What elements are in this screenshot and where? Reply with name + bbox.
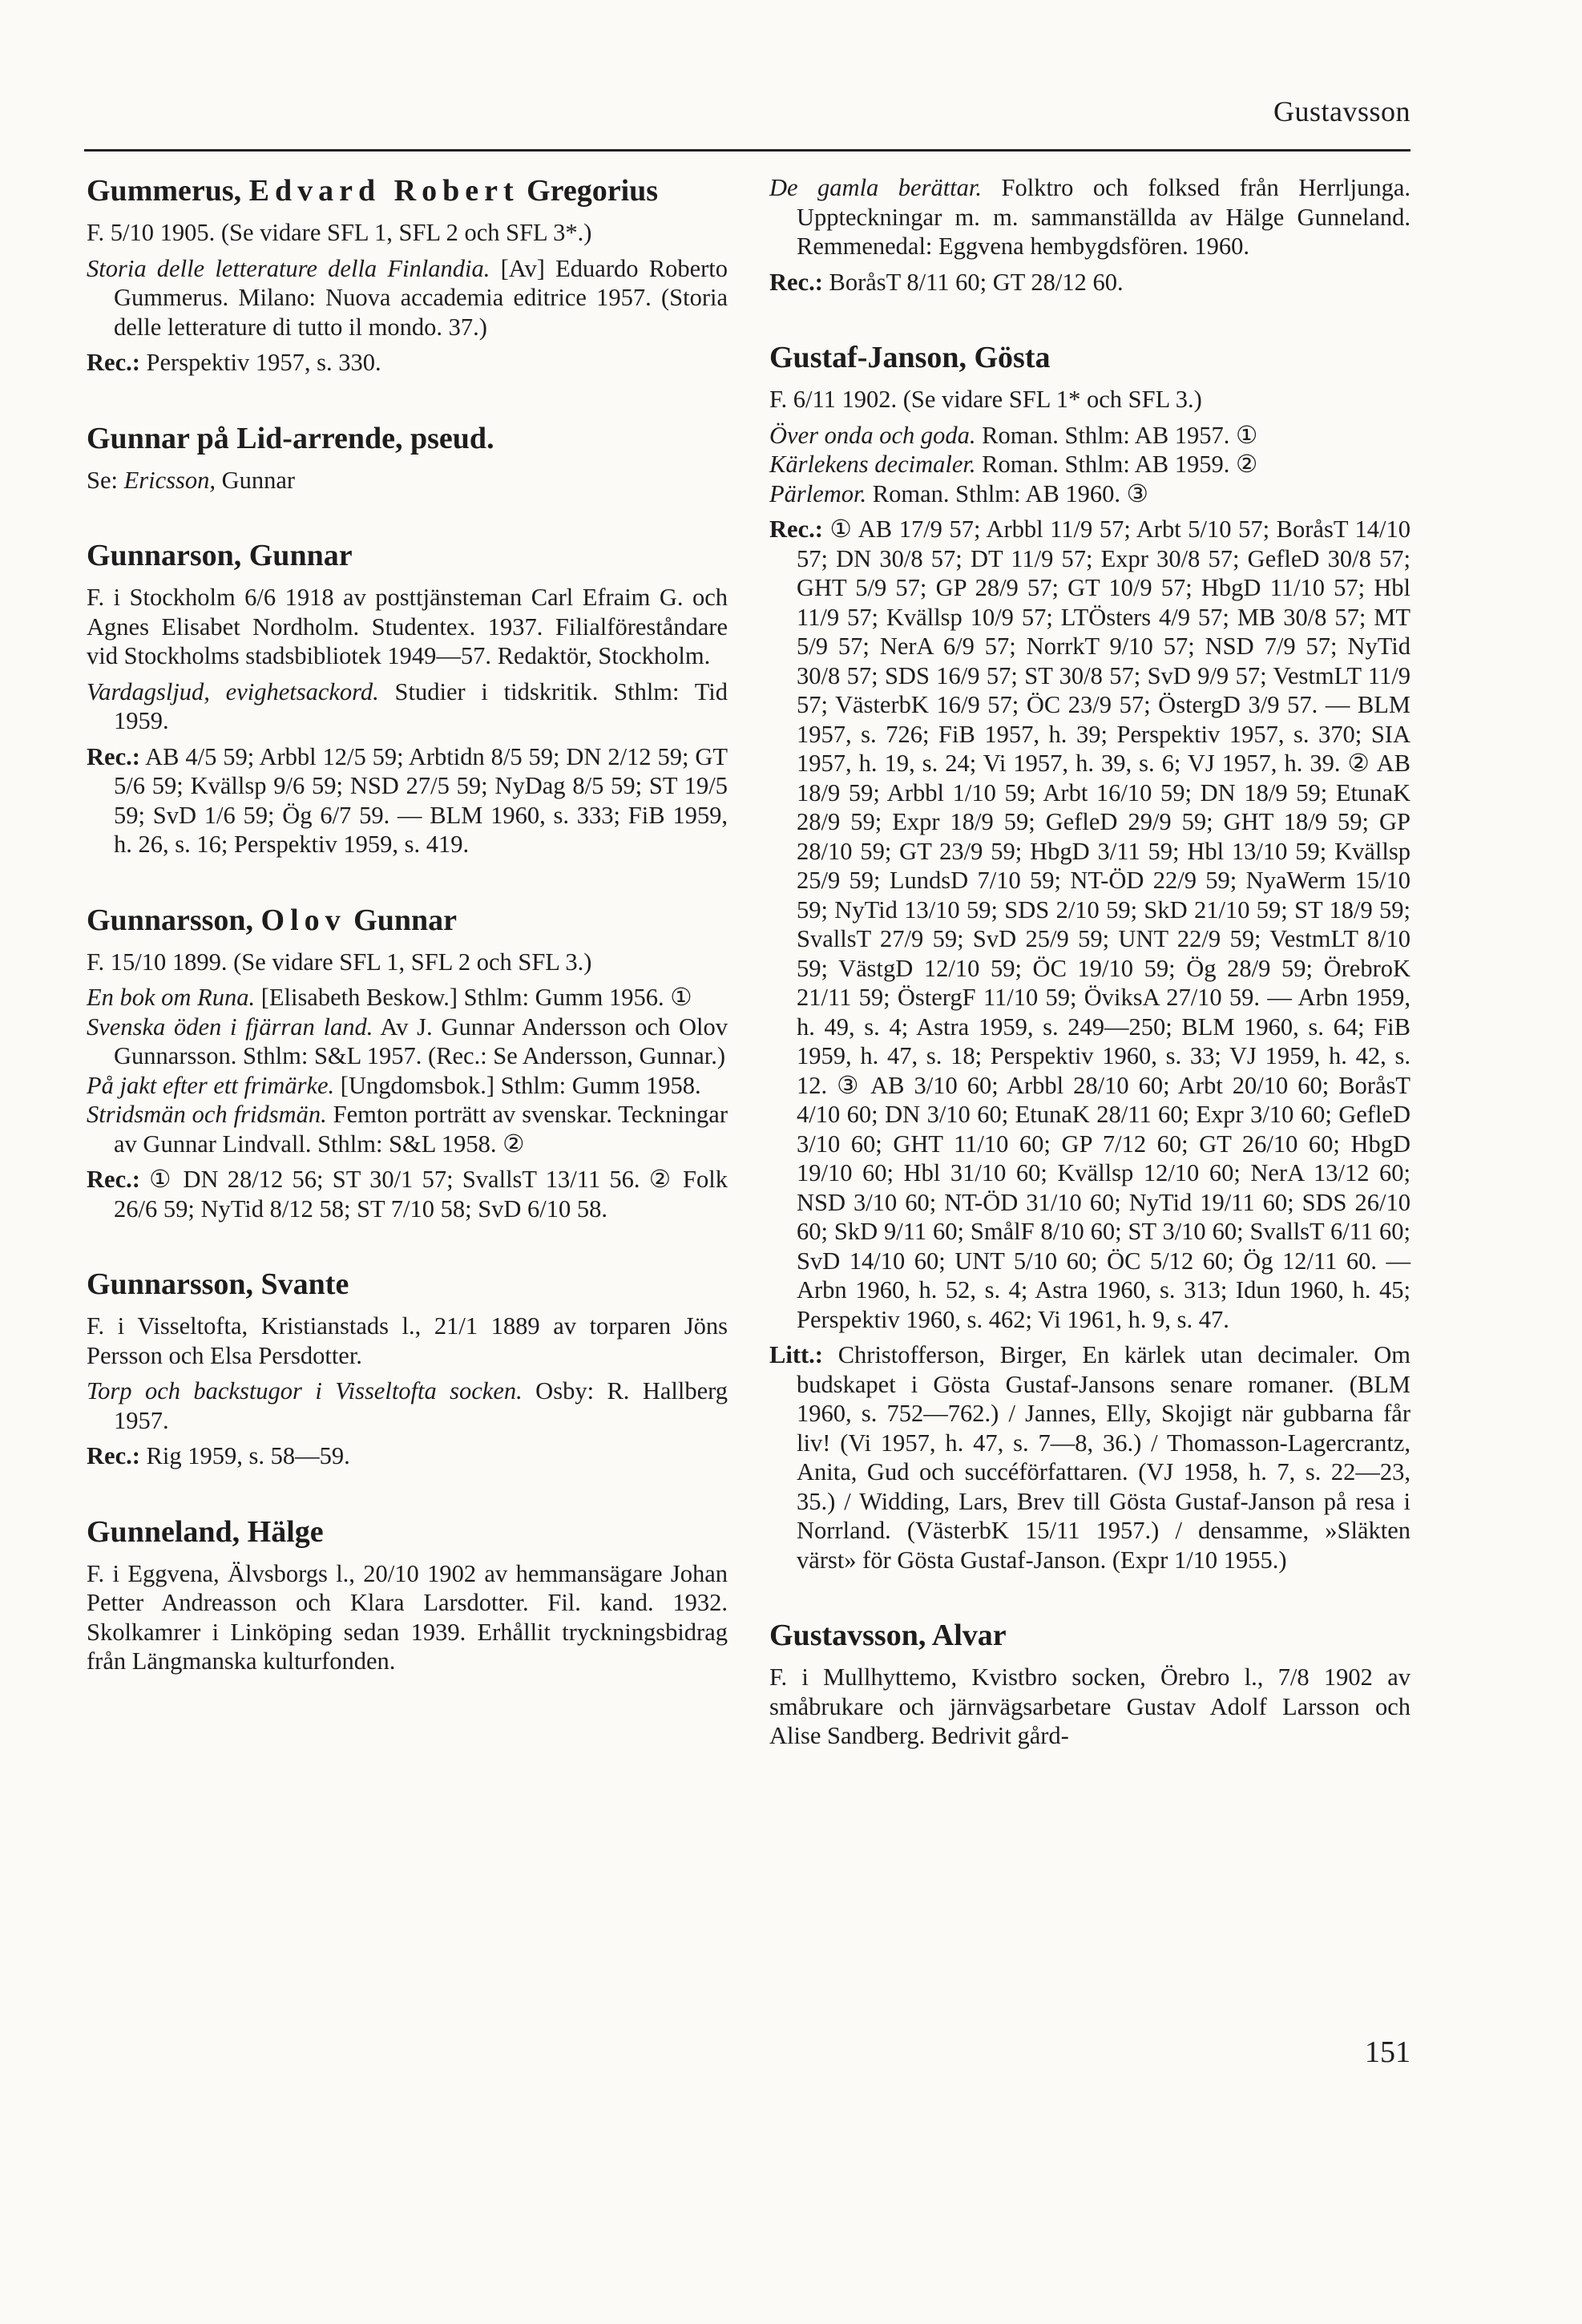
entry-gunnarson-gunnar: [87, 538, 728, 859]
headword-given-name: Gunnar: [345, 903, 457, 937]
work-title: De gamla berättar.: [769, 174, 983, 201]
birth-line: F. 6/11 1902. (Se vidare SFL 1* och SFL 3.): [769, 386, 1202, 413]
review-label: Rec.:: [769, 515, 823, 543]
review-text: ① DN 28/12 56; ST 30/1 57; SvallsT 13/11 56. ② Folk 26/6 59; NyTid 8/12 58; ST 7/10 58; SvD 6/10 58.: [114, 1166, 728, 1223]
entry-gunneland-halge: [87, 1514, 728, 1676]
work-item: [87, 1376, 728, 1435]
headword-spaced-names: Edvard Robert: [248, 174, 519, 208]
work-details: Osby: R. Hallberg 1957.: [114, 1377, 728, 1434]
entry-gunneland-continued: [769, 173, 1410, 297]
work-item: [87, 1012, 728, 1071]
work-details: Femton porträtt av svenskar. Teckningar av Gunnar Lindvall. Sthlm: S&L 1958. ②: [114, 1101, 728, 1158]
entry-headword: Gunnarson, Gunnar: [87, 539, 353, 572]
work-item: [769, 173, 1410, 261]
headword-spaced-names: Olov: [260, 903, 346, 937]
work-item: [87, 1100, 728, 1158]
entry-headword: Gunneland, Hälge: [87, 1514, 324, 1549]
review-list: [87, 1165, 728, 1223]
entry-gunnar-pa-lid-arrende: [87, 421, 728, 495]
review-text: Perspektiv 1957, s. 330.: [139, 349, 381, 376]
work-details: Av J. Gunnar Andersson och Olov Gunnarsson. Sthlm: S&L 1957. (Rec.: Se Andersson, Gunnar.): [114, 1012, 728, 1069]
entry-gustaf-janson: [769, 340, 1410, 1574]
header-rule: [84, 149, 1410, 152]
headword-surname: Gummerus,: [87, 174, 249, 208]
see-surname: Ericsson,: [123, 466, 216, 494]
review-list: [769, 515, 1410, 1334]
work-title: En bok om Runa.: [87, 984, 256, 1011]
review-label: Rec.:: [769, 268, 823, 296]
entry-headword: Gustavsson, Alvar: [769, 1619, 1007, 1652]
entry-gustavsson-alvar: [769, 1618, 1410, 1751]
biography: F. i Mullhyttemo, Kvistbro socken, Örebro l., 7/8 1902 av småbrukare och järnvägsarbetare Gustav Adolf Larsson och Alise Sandberg. Bedrivit gård-: [769, 1663, 1410, 1749]
headword-surname: Gunnarsson,: [87, 903, 261, 937]
literature-list: [769, 1340, 1410, 1574]
review-text: Rig 1959, s. 58—59.: [139, 1442, 350, 1469]
review-list: [87, 348, 728, 378]
work-item: [87, 983, 728, 1012]
work-item: [769, 450, 1410, 479]
work-details: [Ungdomsbok.] Sthlm: Gumm 1958.: [334, 1071, 701, 1099]
headword-given-name: Gregorius: [519, 174, 659, 208]
review-list: [87, 742, 728, 859]
right-column: [769, 168, 1410, 1794]
work-details: Roman. Sthlm: AB 1960. ③: [866, 479, 1149, 507]
review-text: AB 4/5 59; Arbbl 12/5 59; Arbtidn 8/5 59; DN 2/12 59; GT 5/6 59; Kvällsp 9/6 59; NSD 27/5 59; NyDag 8/5 59; ST 19/5 59; SvD 1/6 59; Ög 6/7 59. — BLM 1960, s. 333; FiB 1959, h. 26, s. 16; Perspektiv 1959, s. 419.: [114, 742, 728, 858]
review-list: [769, 268, 1410, 297]
work-title: Stridsmän och fridsmän.: [87, 1101, 327, 1128]
literature-label: Litt.:: [769, 1341, 823, 1368]
review-label: Rec.:: [87, 349, 140, 376]
work-title: Vardagsljud, evighetsackord.: [87, 677, 379, 705]
review-text: BoråsT 8/11 60; GT 28/12 60.: [822, 268, 1124, 296]
entry-headword: Gustaf-Janson, Gösta: [769, 341, 1051, 374]
work-details: [Elisabeth Beskow.] Sthlm: Gumm 1956. ①: [255, 984, 692, 1011]
biography: F. i Visseltofta, Kristianstads l., 21/1 1889 av torparen Jöns Persson och Elsa Persdotter.: [87, 1312, 728, 1369]
work-title: Storia delle letterature della Finlandia.: [87, 254, 490, 282]
review-list: [87, 1441, 728, 1471]
review-label: Rec.:: [87, 1442, 140, 1469]
birth-line: F. 5/10 1905. (Se vidare SFL 1, SFL 2 och SFL 3*.): [87, 219, 592, 246]
work-item: [87, 254, 728, 342]
work-item: [769, 479, 1410, 509]
work-details: Roman. Sthlm: AB 1957. ①: [975, 421, 1258, 449]
work-title: Svenska öden i fjärran land.: [87, 1012, 373, 1041]
biography: F. i Eggvena, Älvsborgs l., 20/10 1902 av hemmansägare Johan Petter Andreasson och Klara Larsdotter. Fil. kand. 1932. Skolkamrer i Linköping sedan 1939. Erhållit tryckningsbidrag från Längmanska kulturfonden.: [87, 1559, 728, 1675]
running-head: Gustavsson: [1273, 95, 1410, 127]
entry-headword: [87, 173, 728, 208]
literature-text: Christofferson, Birger, En kärlek utan decimaler. Om budskapet i Gösta Gustaf-Jansons senare romaner. (BLM 1960, s. 752—762.) / Jannes, Elly, Skojigt när gubbarna får liv! (Vi 1957, h. 47, s. 7—8, 36.) / Thomasson-Lagercrantz, Anita, Gud och succéförfattaren. (VJ 1958, h. 7, s. 22—23, 35.) / Widding, Lars, Brev till Gösta Gustaf-Janson på resa i Norrland. (VästerbK 15/11 1957.) / densamme, »Släkten värst» för Gösta Gustaf-Janson. (Expr 1/10 1955.): [797, 1341, 1410, 1574]
entry-headword: Gunnar på Lid-arrende, pseud.: [87, 421, 494, 455]
work-title: Pärlemor.: [769, 479, 867, 507]
work-item: [769, 421, 1410, 451]
entry-gummerus: [87, 173, 728, 378]
biography: F. i Stockholm 6/6 1918 av posttjänsteman Carl Efraim G. och Agnes Elisabet Nordholm. Studentex. 1937. Filialföreståndare vid Stockholms stadsbibliotek 1949—57. Redaktör, Stockholm.: [87, 584, 728, 669]
work-details: Folktro och folksed från Herrljunga. Uppteckningar m. m. sammanställda av Hälge Gunneland. Remmenedal: Eggvena hembygdsfören. 1960.: [797, 174, 1410, 260]
review-label: Rec.:: [87, 1166, 140, 1193]
entry-headword: [87, 903, 728, 938]
work-title: Torp och backstugor i Visseltofta socken.: [87, 1377, 523, 1405]
review-label: Rec.:: [87, 742, 140, 770]
work-title: På jakt efter ett frimärke.: [87, 1071, 335, 1099]
work-title: Kärlekens decimaler.: [769, 451, 976, 478]
left-column: [87, 168, 728, 1720]
work-item: [87, 677, 728, 736]
entry-gunnarsson-svante: [87, 1267, 728, 1471]
page-number: 151: [1365, 2035, 1410, 2069]
see-label: Se:: [87, 466, 124, 494]
work-item: [87, 1071, 728, 1101]
work-details: [Av] Eduardo Roberto Gummerus. Milano: Nuova accademia editrice 1957. (Storia delle letterature di tutto il mondo. 37.): [114, 254, 728, 341]
see-reference: [87, 466, 728, 495]
review-text: ① AB 17/9 57; Arbbl 11/9 57; Arbt 5/10 57; BoråsT 14/10 57; DN 30/8 57; DT 11/9 57; Expr 30/8 57; GefleD 30/8 57; GHT 5/9 57; GP 28/9 57; GT 10/9 57; HbgD 11/10 57; Hbl 11/9 57; Kvällsp 10/9 57; LTÖsters 4/9 57; MB 30/8 57; MT 5/9 57; NerA 6/9 57; NorrkT 9/10 57; NSD 7/9 57; NyTid 30/8 57; SDS 16/9 57; ST 30/8 57; SvD 9/9 57; VestmLT 11/9 57; VästerbK 16/9 57; ÖC 23/9 57; ÖstergD 3/9 57. — BLM 1957, s. 726; FiB 1957, h. 39; Perspektiv 1957, s. 370; SIA 1957, h. 19, s. 24; Vi 1957, h. 39, s. 6; VJ 1957, h. 39. ② AB 18/9 59; Arbbl 1/10 59; Arbt 16/10 59; DN 18/9 59; EtunaK 28/9 59; Expr 18/9 59; GefleD 29/9 59; GHT 18/9 59; GP 28/10 59; GT 23/9 59; HbgD 3/11 59; Hbl 13/10 59; Kvällsp 25/9 59; LundsD 7/10 59; NT-ÖD 22/9 59; NyaWerm 15/10 59; NyTid 13/10 59; SDS 2/10 59; SkD 21/10 59; ST 18/9 59; SvallsT 27/9 59; SvD 25/9 59; UNT 22/9 59; VestmLT 8/10 59; VästgD 12/10 59; ÖC 19/10 59; Ög 28/9 59; ÖrebroK 21/11 59; ÖstergF 11/10 59; ÖviksA 27/10 59. — Arbn 1959, h. 49, s. 4; Astra 1959, s. 249—250; BLM 1960, s. 64; FiB 1959, h. 47, s. 18; Perspektiv 1960, s. 33; VJ 1959, h. 42, s. 12. ③ AB 3/10 60; Arbbl 28/10 60; Arbt 20/10 60; BoråsT 4/10 60; DN 3/10 60; EtunaK 28/11 60; Expr 3/10 60; GefleD 3/10 60; GHT 11/10 60; GP 7/12 60; GT 26/10 60; HbgD 19/10 60; Hbl 31/10 60; Kvällsp 12/10 60; NerA 13/12 60; NSD 3/10 60; NT-ÖD 31/10 60; NyTid 19/11 60; SDS 26/10 60; SkD 9/11 60; SmålF 8/10 60; ST 3/10 60; SvallsT 6/11 60; SvD 14/10 60; UNT 5/10 60; ÖC 5/12 60; Ög 12/11 60. — Arbn 1960, h. 52, s. 4; Astra 1960, s. 313; Idun 1960, h. 45; Perspektiv 1960, s. 462; Vi 1961, h. 9, s. 47.: [797, 515, 1410, 1333]
work-title: Över onda och goda.: [769, 421, 976, 449]
work-details: Studier i tidskritik. Sthlm: Tid 1959.: [114, 677, 728, 734]
entry-gunnarsson-olov: [87, 903, 728, 1224]
work-details: Roman. Sthlm: AB 1959. ②: [975, 451, 1258, 478]
birth-line: F. 15/10 1899. (Se vidare SFL 1, SFL 2 och SFL 3.): [87, 948, 592, 976]
entry-headword: Gunnarsson, Svante: [87, 1267, 349, 1301]
see-given-name: Gunnar: [215, 466, 296, 494]
